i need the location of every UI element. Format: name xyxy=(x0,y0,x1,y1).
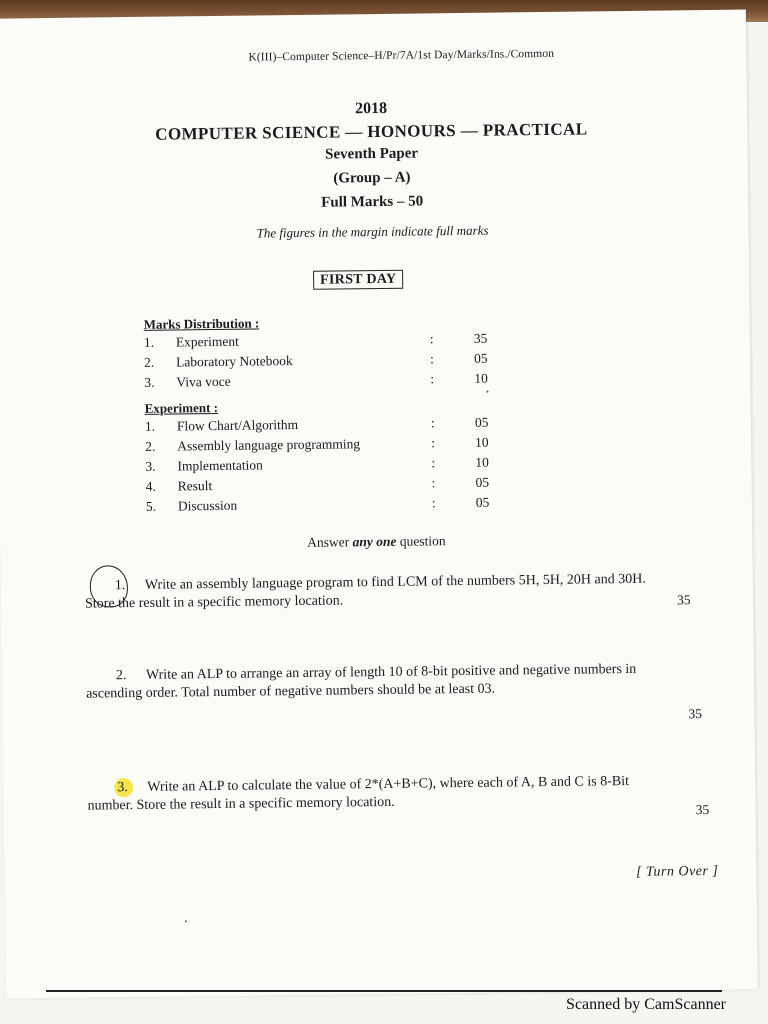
question-text: Write an assembly language program to find LCM of the numbers 5H, 5H, 20H and 30H. Store the result in a specific memory location. xyxy=(84,571,646,612)
item-number: 3. xyxy=(144,374,155,390)
question-marks: 35 xyxy=(688,706,703,722)
question-2 xyxy=(86,661,656,704)
item-marks: 05 xyxy=(475,474,490,490)
item-colon: : xyxy=(431,455,436,471)
speck xyxy=(185,920,187,922)
item-number: 5. xyxy=(145,498,157,514)
question-text: Write an ALP to arrange an array of length 10 of 8-bit positive and negative numbers in ascending order. Total number of negative numbers should be at least 03. xyxy=(86,661,637,702)
question-text: Write an ALP to calculate the value of 2*(A+B+C), where each of A, B and C is 8-Bit number. Store the result in a specific memory location. xyxy=(87,773,630,814)
item-marks: 05 xyxy=(475,494,490,510)
experiment-title: Experiment : xyxy=(144,399,219,416)
paper-group: (Group – A) xyxy=(333,169,411,187)
item-marks: 10 xyxy=(475,454,489,470)
item-marks: 05 xyxy=(474,414,489,430)
full-marks: Full Marks – 50 xyxy=(321,193,424,211)
item-label: Flow Chart/Algorithm xyxy=(176,416,299,434)
question-3 xyxy=(87,773,657,816)
list-item xyxy=(146,494,506,518)
item-label: Laboratory Notebook xyxy=(176,353,293,370)
item-label: Result xyxy=(177,478,213,494)
item-number: 1. xyxy=(143,334,155,350)
item-colon: : xyxy=(429,331,434,347)
item-label: Experiment xyxy=(175,333,239,350)
item-marks: 10 xyxy=(475,434,489,450)
turn-over-label: [ Turn Over ] xyxy=(635,863,719,880)
item-number: 1. xyxy=(144,418,156,434)
experiment-section xyxy=(145,396,506,518)
question-marks: 35 xyxy=(676,592,691,608)
item-colon: : xyxy=(430,351,434,367)
item-colon: : xyxy=(431,495,436,511)
scanner-watermark: Scanned by CamScanner xyxy=(566,996,726,1013)
item-label: Viva voce xyxy=(176,373,231,390)
item-marks: 10 xyxy=(474,370,488,386)
item-label: Discussion xyxy=(177,497,238,514)
exam-title: COMPUTER SCIENCE — HONOURS — PRACTICAL xyxy=(155,119,588,144)
item-label: Implementation xyxy=(177,457,263,474)
item-label: Assembly language programming xyxy=(177,436,361,454)
answer-instruction xyxy=(0,529,752,554)
question-number: 2. xyxy=(115,668,127,684)
item-number: 3. xyxy=(145,458,156,474)
list-item xyxy=(144,370,504,394)
instruction-text-post: question xyxy=(396,533,446,549)
item-marks: 35 xyxy=(473,330,488,346)
question-number: 3. xyxy=(117,780,128,796)
question-marks: 35 xyxy=(695,802,710,818)
instruction-emphasis: any one xyxy=(352,533,397,550)
exam-paper-sheet xyxy=(0,9,758,998)
item-number: 4. xyxy=(145,478,156,494)
item-number: 2. xyxy=(145,438,156,454)
marks-distribution-title: Marks Distribution : xyxy=(143,315,260,332)
margin-note: The figures in the margin indicate full marks xyxy=(256,222,489,241)
item-colon: : xyxy=(430,415,435,431)
item-colon: : xyxy=(430,371,435,387)
page-bottom-rule xyxy=(46,990,722,992)
item-colon: : xyxy=(431,435,435,451)
item-colon: : xyxy=(431,475,436,491)
item-number: 2. xyxy=(144,354,155,370)
paper-name: Seventh Paper xyxy=(325,145,419,163)
item-marks: 05 xyxy=(474,350,488,366)
exam-year: 2018 xyxy=(354,99,388,118)
first-day-box: FIRST DAY xyxy=(313,270,403,290)
marks-distribution-section xyxy=(144,312,505,394)
question-1 xyxy=(85,571,655,614)
question-number: 1. xyxy=(114,578,126,594)
speck xyxy=(487,391,489,393)
paper-code: K(III)–Computer Science–H/Pr/7A/1st Day/Marks/Ins./Common xyxy=(248,47,555,64)
instruction-text-pre: Answer xyxy=(307,534,353,550)
